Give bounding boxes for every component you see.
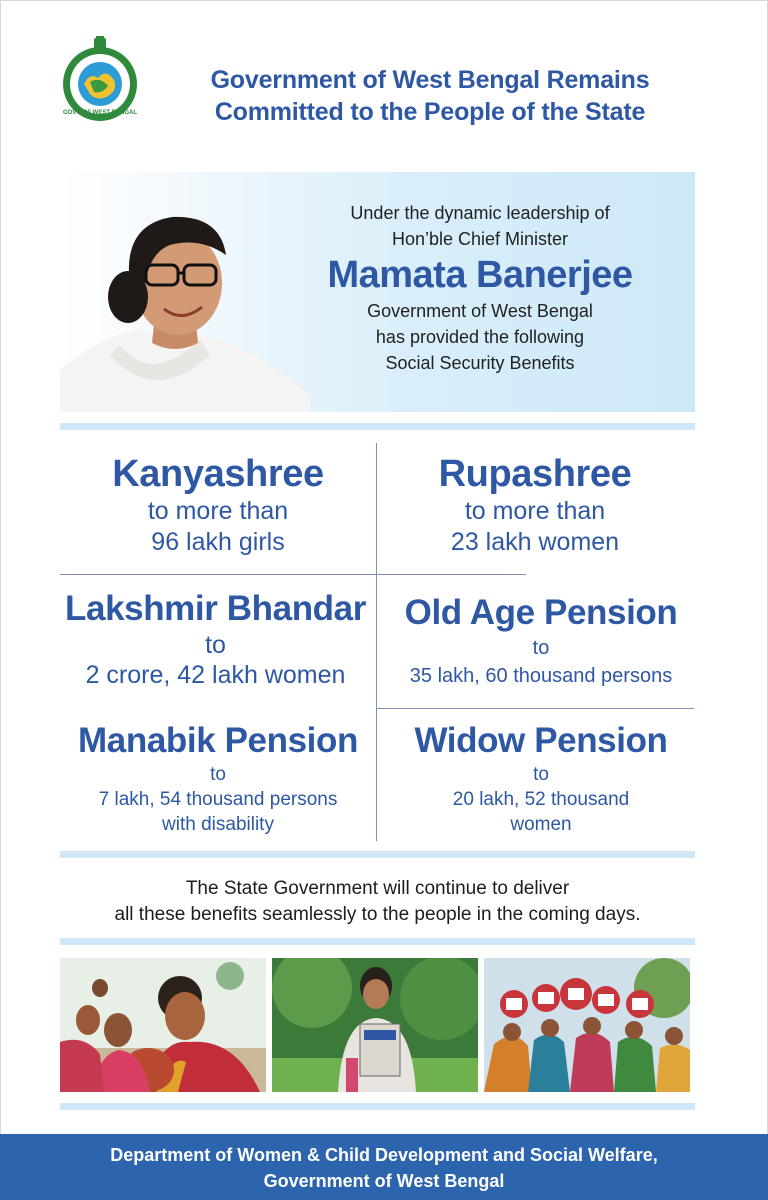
benefit-detail: to: [533, 764, 549, 785]
hero-line-5: Social Security Benefits: [385, 353, 575, 373]
benefit-detail: with disability: [162, 814, 274, 835]
divider-bottom: [60, 938, 695, 945]
benefit-manabik-pension: [60, 720, 376, 837]
benefit-detail: to: [210, 764, 226, 785]
benefit-detail: 2 crore, 42 lakh women: [85, 661, 346, 689]
footer-line-1: Department of Women & Child Development and Social Welfare,: [110, 1145, 658, 1165]
benefit-widow-pension: [376, 720, 706, 837]
grid-divider-1: [60, 574, 526, 575]
footer-banner: [0, 1134, 768, 1200]
student-girl-photo: [272, 958, 478, 1092]
chief-minister-portrait: [60, 195, 310, 412]
hero-line-4: has provided the following: [375, 327, 585, 347]
benefit-rupashree: [376, 452, 694, 558]
benefit-detail: women: [510, 814, 572, 835]
benefit-title: Manabik Pension: [78, 721, 358, 760]
closing-line-1: The State Government will continue to deliver: [185, 878, 570, 899]
benefit-detail: 23 lakh women: [450, 528, 620, 556]
benefit-title: Widow Pension: [414, 721, 668, 760]
hero-line-1: Under the dynamic leadership of: [350, 203, 610, 223]
footer-line-2: Government of West Bengal: [263, 1171, 505, 1191]
benefit-detail: to more than: [147, 497, 289, 525]
benefit-detail: to: [532, 637, 550, 659]
benefit-detail: 20 lakh, 52 thousand: [452, 789, 630, 810]
hero-line-2: Hon’ble Chief Minister: [391, 229, 569, 249]
women-group-photo: [60, 958, 266, 1092]
benefit-title: Rupashree: [438, 453, 632, 495]
divider-top: [60, 423, 695, 430]
women-rally-photo: [484, 958, 690, 1092]
benefit-detail: 96 lakh girls: [151, 528, 285, 556]
benefit-title: Old Age Pension: [404, 593, 678, 632]
govt-seal-logo: [60, 36, 140, 122]
benefit-detail: to: [205, 631, 226, 659]
grid-divider-2: [376, 708, 694, 709]
benefit-detail: 35 lakh, 60 thousand persons: [409, 665, 673, 687]
benefit-kanyashree: [60, 452, 376, 558]
benefit-title: Lakshmir Bhandar: [65, 589, 366, 628]
benefit-detail: to more than: [464, 497, 606, 525]
closing-line-2: all these benefits seamlessly to the people in the coming days.: [114, 904, 641, 925]
benefit-detail: 7 lakh, 54 thousand persons: [98, 789, 338, 810]
benefit-old-age-pension: [376, 592, 706, 690]
hero-line-3: Government of West Bengal: [367, 301, 593, 321]
hero-text: [300, 200, 660, 376]
chief-minister-name: Mamata Banerjee: [327, 254, 633, 296]
title-line-1: Government of West Bengal Remains: [210, 66, 650, 94]
divider-middle: [60, 851, 695, 858]
page-title: [170, 64, 690, 128]
closing-statement: [60, 876, 695, 928]
benefit-title: Kanyashree: [112, 453, 324, 495]
benefit-lakshmir-bhandar: [55, 588, 376, 690]
logo-text: GOVT. OF WEST BENGAL: [62, 110, 138, 116]
title-line-2: Committed to the People of the State: [214, 98, 646, 126]
divider-photos: [60, 1103, 695, 1110]
